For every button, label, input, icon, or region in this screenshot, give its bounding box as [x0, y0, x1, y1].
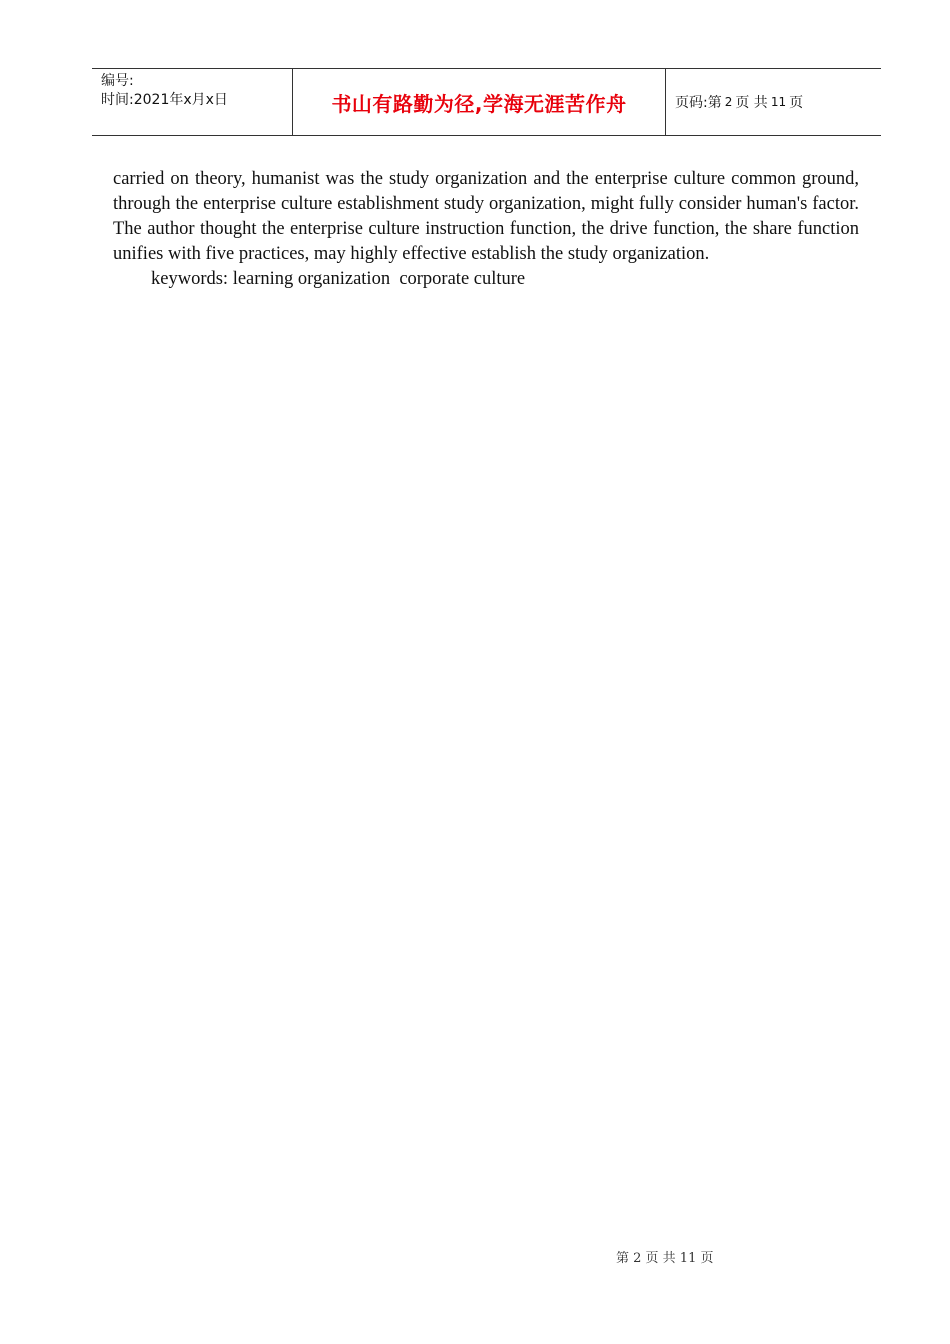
- document-time-label: 时间:2021年x月x日: [101, 92, 228, 108]
- header-motto: 书山有路勤为径,学海无涯苦作舟: [331, 91, 627, 116]
- abstract-paragraph: carried on theory, humanist was the study organization and the enterprise culture common ground, through the enterprise culture establishment study organization, might fully consider human's factor. The author thought the enterprise culture instruction function, the drive function, the share function unifies with five practices, may highly effective establish the study organization.: [113, 169, 859, 264]
- document-number-label: 编号:: [101, 73, 134, 89]
- page-prefix: 页码:第: [675, 95, 722, 111]
- header-left-cell: [92, 69, 293, 135]
- page-suffix: 页: [789, 95, 804, 111]
- page-mid: 页 共: [735, 95, 768, 111]
- page-footer: 第 2 页 共 11 页: [616, 1251, 714, 1266]
- keywords-line: keywords: learning organization corporate culture: [151, 269, 526, 289]
- page-header: [92, 68, 881, 136]
- document-body: [113, 167, 859, 292]
- header-center-cell: [293, 69, 666, 135]
- header-page-info: [666, 69, 881, 135]
- page-total: 11: [770, 95, 787, 109]
- page-number: 2: [724, 95, 733, 109]
